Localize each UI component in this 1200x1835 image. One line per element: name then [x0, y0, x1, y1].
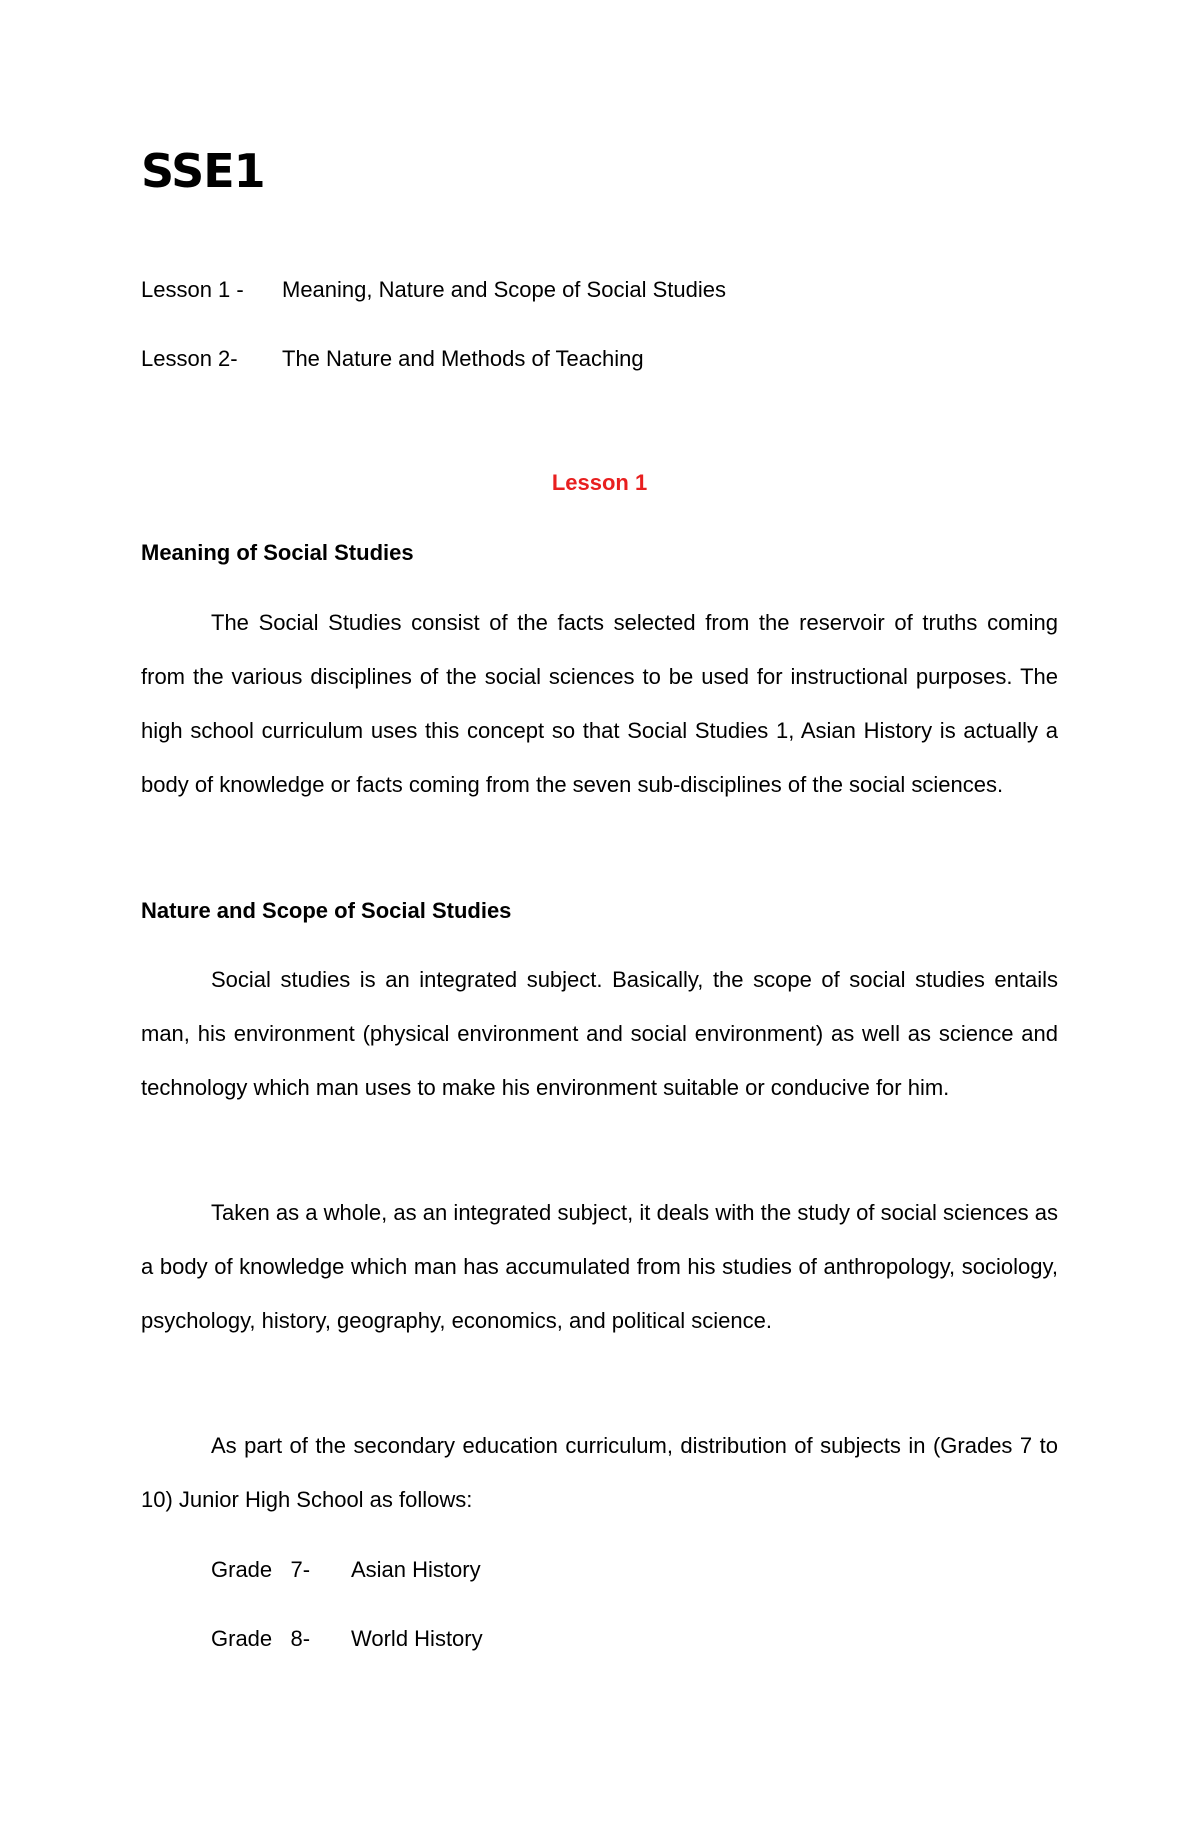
toc-entry-lesson-1 [141, 279, 726, 301]
paragraph-integrated-subject: Taken as a whole, as an integrated subject, it deals with the study of social sciences as a body of knowledge which man has accumulated from his studies of anthropology, sociology, psychology, history, geography, economics, and political science. [141, 1200, 1058, 1333]
section-heading-nature-scope: Nature and Scope of Social Studies [141, 898, 512, 923]
toc-entry-text: Meaning, Nature and Scope of Social Studies [282, 277, 726, 302]
paragraph-curriculum: As part of the secondary education curriculum, distribution of subjects in (Grades 7 to 10) Junior High School as follows: [141, 1433, 1058, 1512]
grade-subject: World History [351, 1626, 483, 1651]
grade-row-8 [211, 1628, 483, 1650]
grade-subject: Asian History [351, 1557, 481, 1582]
toc-entry-label: Lesson 2- [141, 346, 238, 371]
toc-entry-label: Lesson 1 - [141, 277, 244, 302]
grade-row-7 [211, 1559, 481, 1581]
toc-entry-lesson-2 [141, 348, 644, 370]
paragraph-meaning: The Social Studies consist of the facts selected from the reservoir of truths coming from the various disciplines of the social sciences to be used for instructional purposes. The high school curriculum uses this concept so that Social Studies 1, Asian History is actually a body of knowledge or facts coming from the seven sub-disciplines of the social sciences. [141, 610, 1058, 797]
toc-entry-text: The Nature and Methods of Teaching [282, 346, 644, 371]
grade-label: Grade 8- [211, 1626, 311, 1651]
section-heading-meaning: Meaning of Social Studies [141, 540, 414, 565]
grade-label: Grade 7- [211, 1557, 311, 1582]
lesson-heading: Lesson 1 [551, 470, 648, 495]
document-title: SSE1 [141, 144, 265, 198]
paragraph-scope: Social studies is an integrated subject. Basically, the scope of social studies entails man, his environment (physical environment and social environment) as well as science and technology which man uses to make his environment suitable or conducive for him. [141, 967, 1058, 1100]
